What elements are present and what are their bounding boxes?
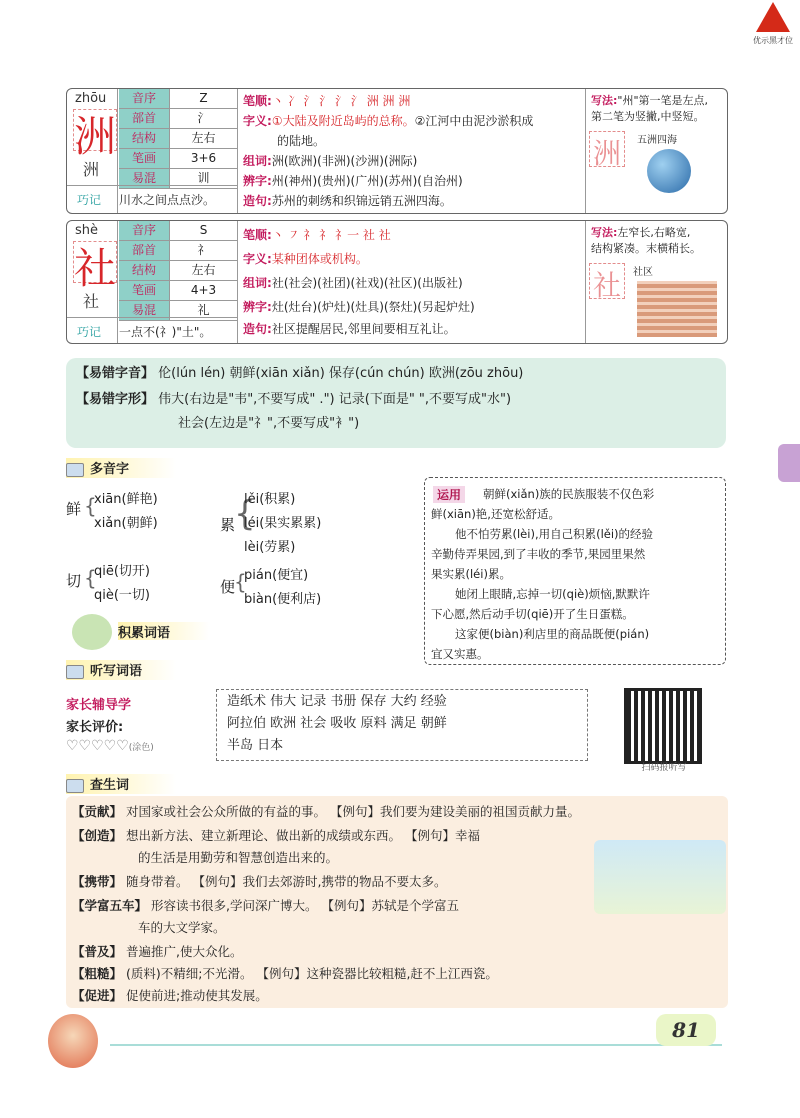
char-grid xyxy=(73,109,117,161)
pinyin: zhōu xyxy=(75,91,107,106)
section-jilei: 积累词语 xyxy=(118,622,210,640)
pencil-icon xyxy=(66,779,84,793)
side-tab[interactable] xyxy=(778,444,800,482)
pencil-icon xyxy=(66,463,84,477)
section-duoyin: 多音字 xyxy=(66,458,176,478)
rating-hearts[interactable]: ♡♡♡♡♡(涂色) xyxy=(66,738,154,754)
mascot-icon xyxy=(72,614,112,650)
usage-box: 运用 朝鲜(xiǎn)族的民族服装不仅色彩 鲜(xiān)艳,还宽松舒适。 他不怕劳累(lèi),用自己积累(lěi)的经验 辛勤侍弄果园,到了丰收的季节,果园里果然 果实累(léi)累。 她闭上眼睛,忘掉一切(qiè)烦恼,默默许 下心愿,然后动手切(qiē)开了生日蛋糕。 这家便(biàn)利店里的商品既便(pián) 宜又实惠。 xyxy=(424,477,726,665)
footer-line xyxy=(110,1044,722,1046)
mascot-icon xyxy=(48,1014,98,1068)
building-icon xyxy=(637,281,717,337)
qr-code[interactable] xyxy=(624,688,702,764)
common-mistakes-box: 【易错字音】 伦(lún lén) 朝鲜(xiān xiǎn) 保存(cún chún) 欧洲(zōu zhōu) 【易错字形】 伟大(右边是"韦",不要写成" .") 记录(下面是" ",不要写成"水") 社会(左边是"礻",不要写成"衤") xyxy=(66,358,726,448)
vocab-box: 【贡献】 对国家或社会公众所做的有益的事。 【例句】我们要为建设美丽的祖国贡献力量。 【创造】 想出新方法、建立新理论、做出新的成绩或东西。 【例句】幸福 的生活是用勤劳和智慧创造出来的。 【携带】 随身带着。 【例句】我们去郊游时,携带的物品不要太多。 【学富五车】 形容读书很多,学问深广博大。 【例句】苏轼是个学富五 车的大文学家。 【普及】 普遍推广,使大众化。 【粗糙】 (质料)不精细;不光滑。 【例句】这种瓷器比较粗糙,赶不上江西瓷。 【促进】 促使前进;推动使其发展。 xyxy=(66,796,728,1008)
section-chashengci: 查生词 xyxy=(66,774,176,794)
globe-icon xyxy=(647,149,691,193)
char-info-table: 音序 Z 部首 氵 结构 左右 笔画 3+6 易混 训 xyxy=(119,89,237,189)
dictation-words: 造纸术 伟大 记录 书册 保存 大约 经验 阿拉伯 欧洲 社会 吸收 原料 满足 朝鲜 半岛 日本 xyxy=(216,689,588,761)
section-tingxie: 听写词语 xyxy=(66,660,176,680)
char-card-she: shè 社 社 音序 S 部首 礻 结构 左右 笔画 4+3 易混 礼 巧记 一点不(礻)"土"。 笔顺:丶 ㇇ 礻 礻 礻一 社 社 字义:某种团体或机构。 组词:社(社会)(社团)(社戏)(社区)(出版社) 辨字:灶(灶台)(炉灶)(灶具)(祭灶)(另起炉灶) 造句:社区提醒居民,邻里间要相互礼让。 写法:左窄长,右略宽, 结构紧凑。末横稍长。 社 社区 xyxy=(66,220,728,344)
big-char: 洲 xyxy=(74,112,117,161)
publisher-logo: 优示黑才位 xyxy=(748,2,798,48)
stroke-order: 丶 冫 氵 氵 氵 氵 洲 洲 洲 xyxy=(271,94,411,108)
char-grid: 社 xyxy=(73,241,117,283)
small-char: 洲 xyxy=(83,160,100,179)
char-card-zhou: zhōu 洲 洲 音序 Z 部首 氵 结构 左右 笔画 3+6 易混 训 巧记 川水之间点点沙。 笔顺:丶 冫 氵 氵 氵 氵 洲 洲 洲 字义:①大陆及附近岛屿的总称。②江河中由泥沙淤积成 的陆地。 组词:洲(欧洲)(非洲)(沙洲)(洲际) 辨字:州(神州)(贵州)(广州)(苏州)(自治州) 造句:苏州的刺绣和织锦远销五洲四海。 写法:"州"第一笔是左点, 第二笔为竖撇,中竖短。 洲 五洲四海 xyxy=(66,88,728,214)
children-illustration xyxy=(594,840,726,914)
char-info-table: 音序 S 部首 礻 结构 左右 笔画 4+3 易混 礼 xyxy=(119,221,237,321)
zuci: 洲(欧洲)(非洲)(沙洲)(洲际) xyxy=(271,154,418,168)
mnemonic-row: 巧记 川水之间点点沙。 xyxy=(67,185,237,213)
page-number: 81 xyxy=(656,1014,716,1046)
pencil-icon xyxy=(66,665,84,679)
